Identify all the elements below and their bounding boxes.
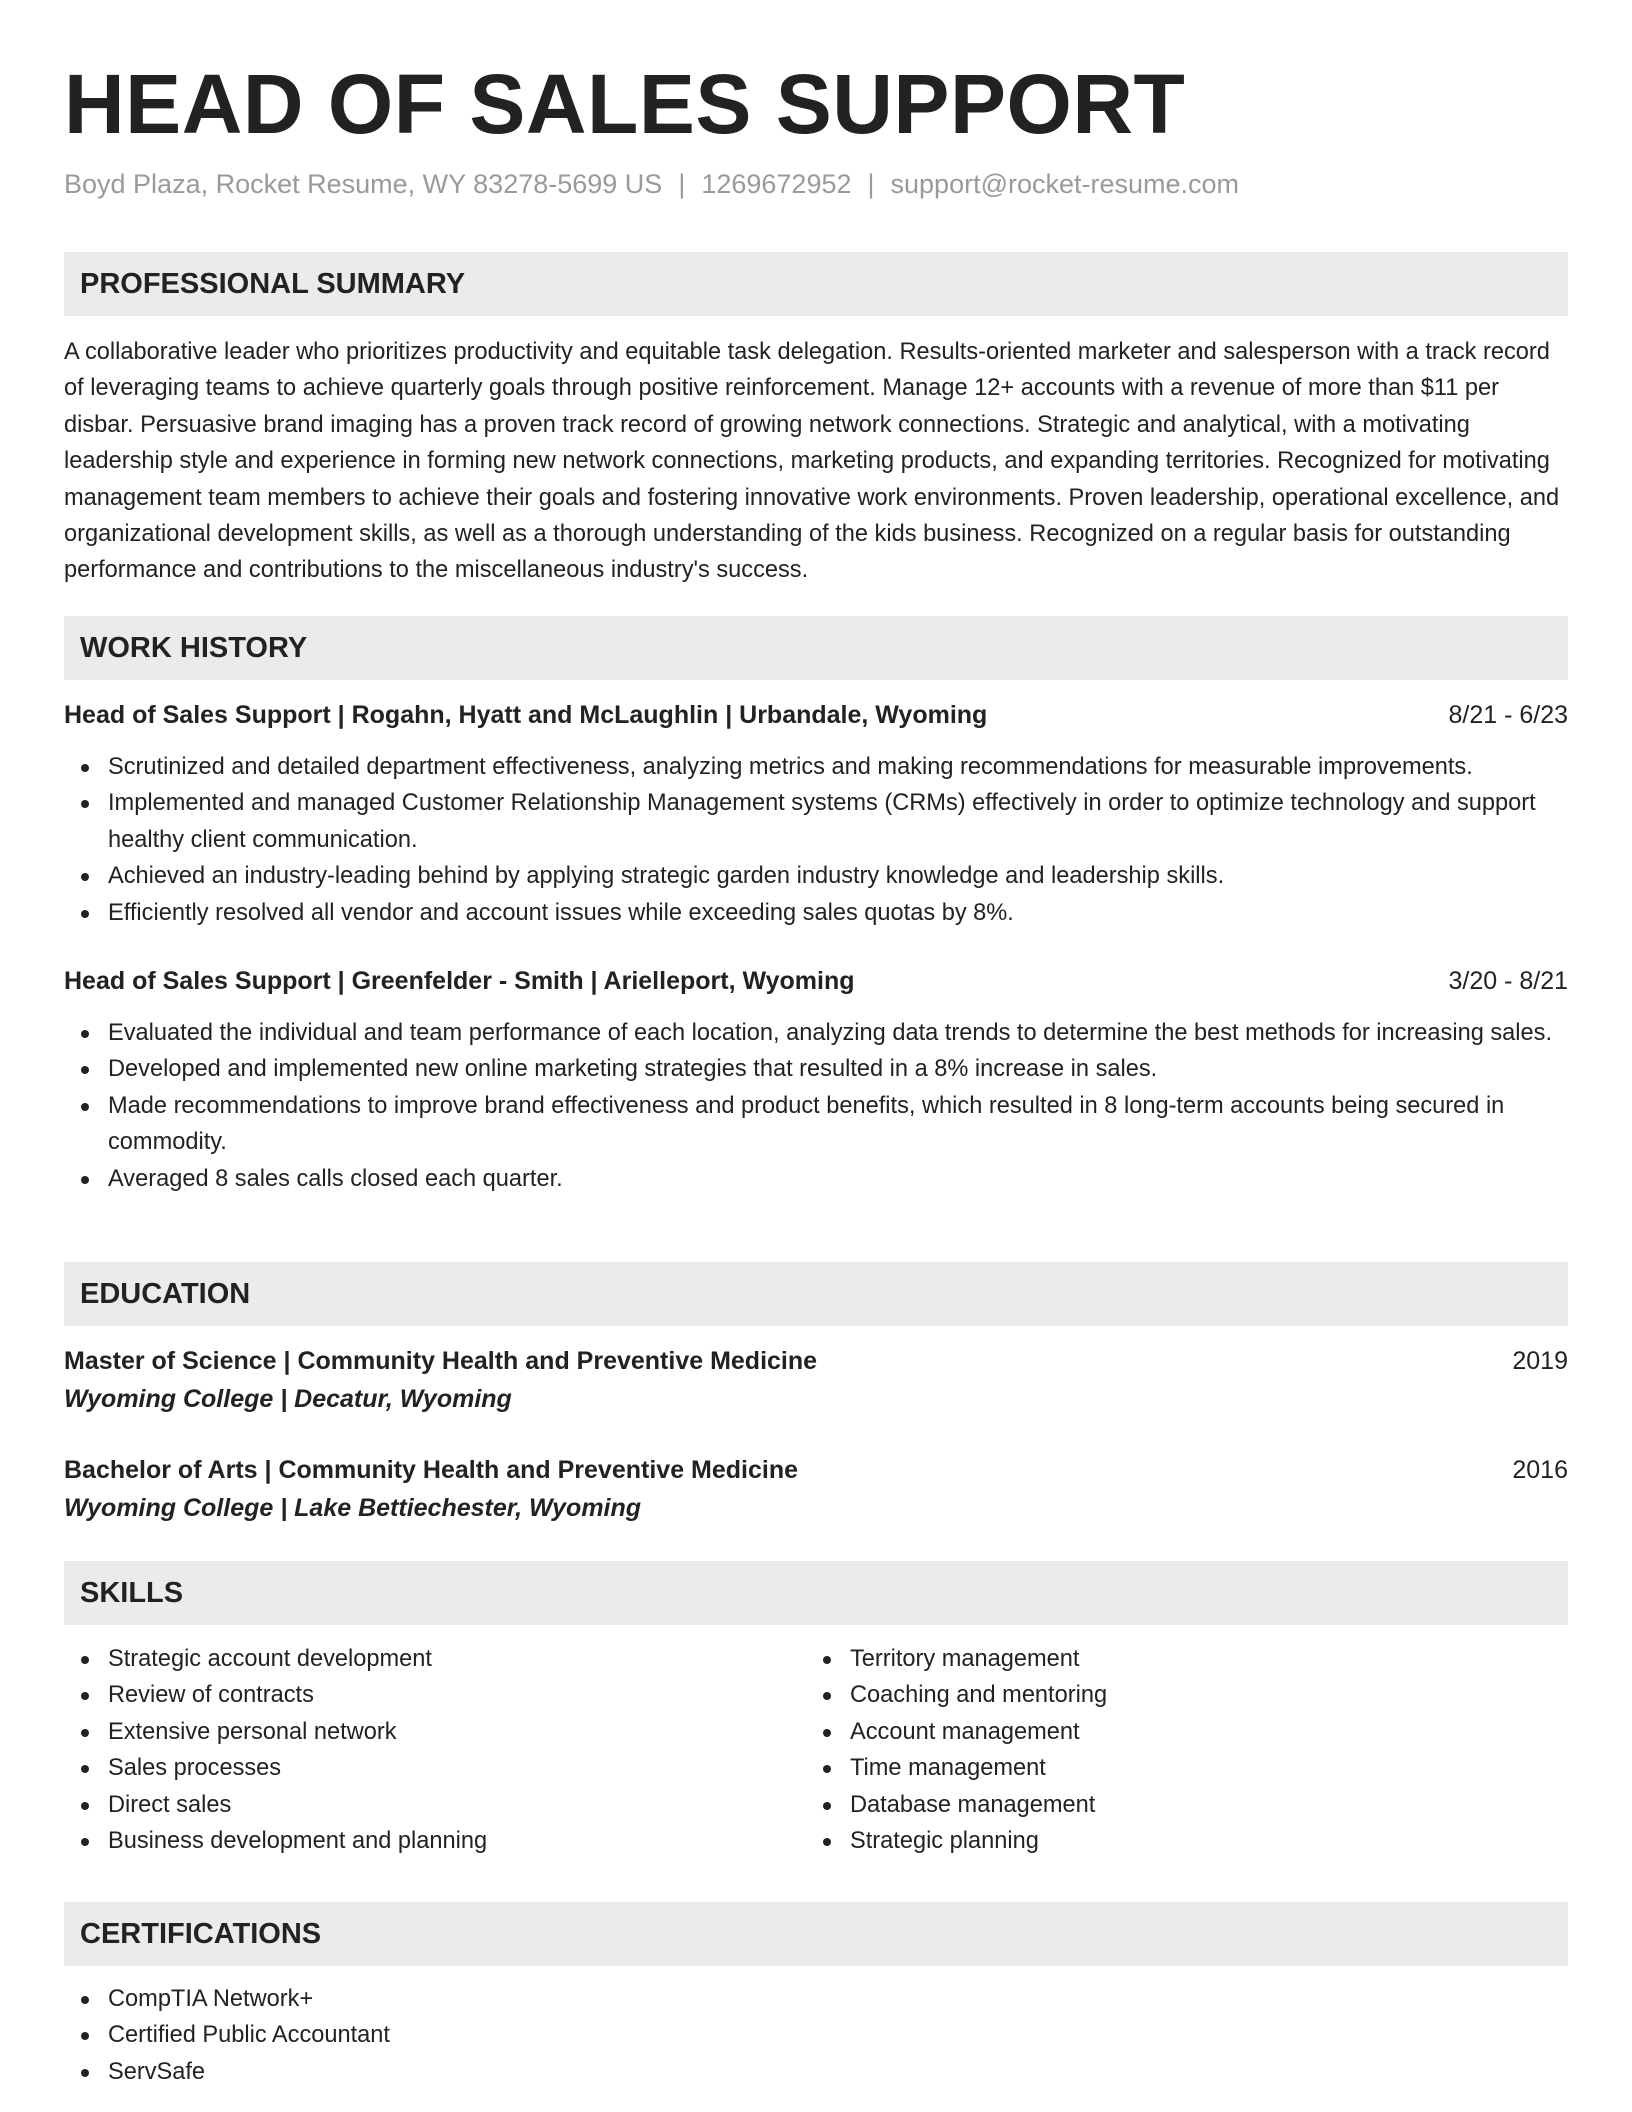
skill-item: Direct sales bbox=[64, 1787, 804, 1823]
job-bullet: Efficiently resolved all vendor and account issues while exceeding sales quotas by 8%. bbox=[64, 895, 1568, 931]
contact-separator: | bbox=[678, 169, 686, 199]
phone: 1269672952 bbox=[701, 169, 852, 199]
job-dates: 8/21 - 6/23 bbox=[1448, 701, 1568, 729]
degree-title: Master of Science | Community Health and Preventive Medicine bbox=[64, 1347, 818, 1375]
job-bullet: Averaged 8 sales calls closed each quarter. bbox=[64, 1161, 1568, 1197]
job-bullet: Achieved an industry-leading behind by applying strategic garden industry knowledge and leadership skills. bbox=[64, 858, 1568, 894]
skill-item: Database management bbox=[806, 1787, 1546, 1823]
certifications-heading: CERTIFICATIONS bbox=[64, 1902, 1568, 1966]
skills-list-left bbox=[64, 1641, 804, 1859]
certifications-list bbox=[64, 1981, 1568, 2090]
degree-title: Bachelor of Arts | Community Health and Preventive Medicine bbox=[64, 1456, 799, 1484]
summary-heading: PROFESSIONAL SUMMARY bbox=[64, 252, 1568, 316]
skill-item: Business development and planning bbox=[64, 1823, 804, 1859]
job-bullet: Scrutinized and detailed department effectiveness, analyzing metrics and making recommendations for measurable improvements. bbox=[64, 749, 1568, 785]
address: Boyd Plaza, Rocket Resume, WY 83278-5699 US bbox=[64, 169, 663, 199]
job-bullet: Implemented and managed Customer Relationship Management systems (CRMs) effectively in order to optimize technology and support healthy client communication. bbox=[64, 785, 1568, 858]
skill-item: Sales processes bbox=[64, 1750, 804, 1786]
job-bullet: Made recommendations to improve brand effectiveness and product benefits, which resulted in 8 long-term accounts being secured in commodity. bbox=[64, 1088, 1568, 1161]
skill-item: Account management bbox=[806, 1714, 1546, 1750]
job-bullets bbox=[64, 749, 1568, 931]
skills-heading: SKILLS bbox=[64, 1561, 1568, 1625]
skill-item: Strategic planning bbox=[806, 1823, 1546, 1859]
email-link[interactable]: support@rocket-resume.com bbox=[890, 169, 1240, 199]
skill-item: Time management bbox=[806, 1750, 1546, 1786]
job-header bbox=[64, 963, 1568, 999]
school-name: Wyoming College | Lake Bettiechester, Wyoming bbox=[64, 1494, 642, 1522]
contact-line bbox=[64, 166, 1239, 202]
skill-item: Strategic account development bbox=[64, 1641, 804, 1677]
skills-list-right bbox=[806, 1641, 1546, 1859]
education-header bbox=[64, 1452, 1568, 1488]
degree-year: 2016 bbox=[1512, 1456, 1568, 1484]
skill-item: Extensive personal network bbox=[64, 1714, 804, 1750]
certification-item: Certified Public Accountant bbox=[64, 2017, 1568, 2053]
job-bullet: Developed and implemented new online marketing strategies that resulted in a 8% increase in sales. bbox=[64, 1051, 1568, 1087]
job-bullets bbox=[64, 1015, 1568, 1197]
job-title: Head of Sales Support | Greenfelder - Smith | Arielleport, Wyoming bbox=[64, 967, 855, 995]
job-title: Head of Sales Support | Rogahn, Hyatt and McLaughlin | Urbandale, Wyoming bbox=[64, 701, 988, 729]
job-dates: 3/20 - 8/21 bbox=[1448, 967, 1568, 995]
skill-item: Territory management bbox=[806, 1641, 1546, 1677]
education-heading: EDUCATION bbox=[64, 1262, 1568, 1326]
job-header bbox=[64, 697, 1568, 733]
certification-item: ServSafe bbox=[64, 2054, 1568, 2090]
certification-item: CompTIA Network+ bbox=[64, 1981, 1568, 2017]
resume-name: HEAD OF SALES SUPPORT bbox=[64, 57, 1186, 151]
school-name: Wyoming College | Decatur, Wyoming bbox=[64, 1385, 512, 1413]
work-history-heading: WORK HISTORY bbox=[64, 616, 1568, 680]
skill-item: Coaching and mentoring bbox=[806, 1677, 1546, 1713]
job-bullet: Evaluated the individual and team performance of each location, analyzing data trends to determine the best methods for increasing sales. bbox=[64, 1015, 1568, 1051]
degree-year: 2019 bbox=[1512, 1347, 1568, 1375]
contact-separator: | bbox=[867, 169, 875, 199]
education-header bbox=[64, 1343, 1568, 1379]
skill-item: Review of contracts bbox=[64, 1677, 804, 1713]
summary-text: A collaborative leader who prioritizes productivity and equitable task delegation. Results-oriented marketer and salesperson with a track record of leveraging teams to achieve quarterly goals through positive reinforcement. Manage 12+ accounts with a revenue of more than $11 per disbar. Persuasive brand imaging has a proven track record of growing network connections. Strategic and analytical, with a motivating leadership style and experience in forming new network connections, marketing products, and expanding territories. Recognized for motivating management team members to achieve their goals and fostering innovative work environments. Proven leadership, operational excellence, and organizational development skills, as well as a thorough understanding of the kids business. Recognized on a regular basis for outstanding performance and contributions to the miscellaneous industry's success. bbox=[64, 339, 1560, 584]
